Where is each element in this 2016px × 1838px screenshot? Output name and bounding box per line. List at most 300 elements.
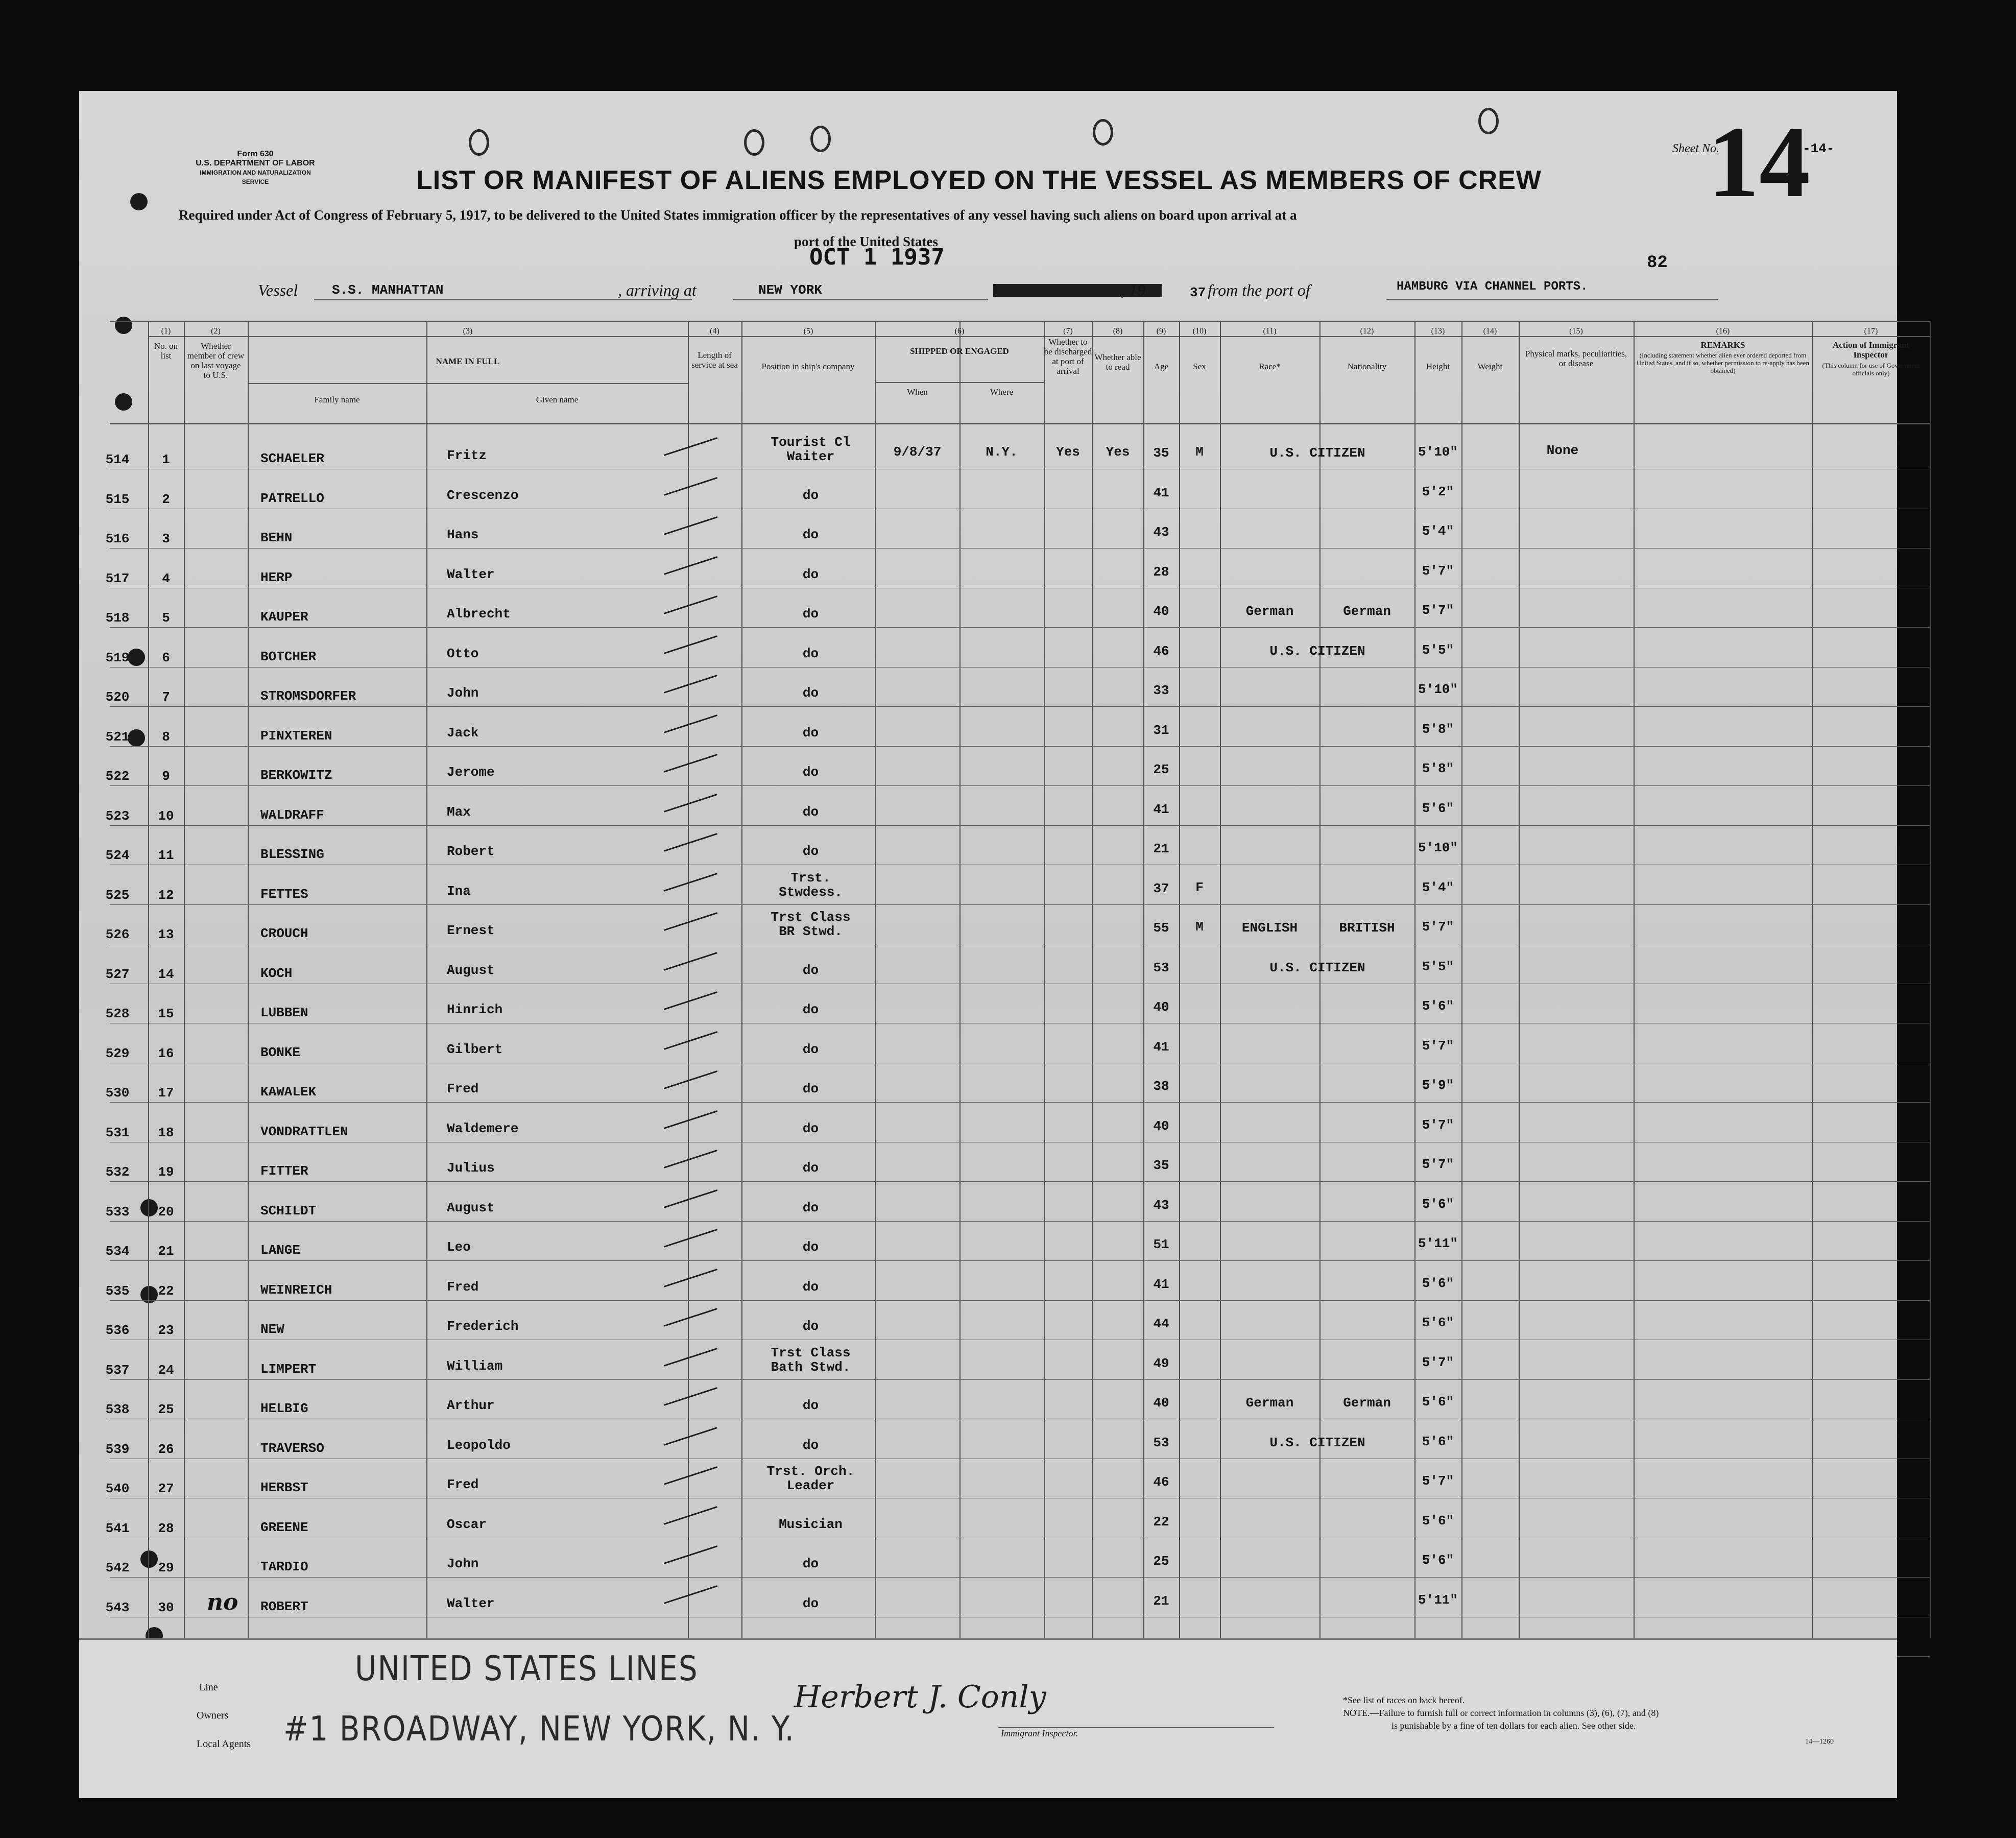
binding-hole xyxy=(115,393,132,411)
family-name: KAWALEK xyxy=(260,1084,317,1100)
height: 5'6" xyxy=(1422,1394,1454,1410)
position: do xyxy=(802,1081,819,1096)
height: 5'4" xyxy=(1422,880,1454,895)
row-number: 23 xyxy=(158,1323,174,1338)
service-tick-mark xyxy=(664,1031,718,1050)
family-name: WEINREICH xyxy=(260,1282,332,1298)
position: do xyxy=(802,685,819,701)
col-header-remarks-detail: (Including statement whether alien ever ordered deported from United States, and if so, whether permission to re-apply has been obtained) xyxy=(1637,351,1809,374)
col-header-age: Age xyxy=(1154,362,1169,371)
grid-line xyxy=(1044,321,1045,1638)
row-sequence: 524 xyxy=(105,848,130,863)
age: 25 xyxy=(1153,1554,1169,1569)
service-tick-mark xyxy=(664,1269,718,1287)
row-number: 21 xyxy=(158,1244,174,1259)
sheet-label: Sheet No. xyxy=(1672,142,1719,155)
col-num: (6) xyxy=(954,327,965,336)
position: do xyxy=(802,765,819,780)
height: 5'9" xyxy=(1422,1078,1454,1093)
col-header-read: Whether able to read xyxy=(1094,352,1141,372)
punch-hole xyxy=(1093,119,1113,146)
row-number: 19 xyxy=(158,1164,174,1180)
shipped-where: N.Y. xyxy=(986,444,1018,460)
family-name: HERP xyxy=(260,570,293,585)
row-number: 7 xyxy=(162,689,170,705)
family-name: VONDRATTLEN xyxy=(260,1124,348,1139)
col-header-nationality: Nationality xyxy=(1347,362,1387,371)
age: 43 xyxy=(1153,1198,1169,1213)
row-sequence: 514 xyxy=(105,452,130,467)
col-num: (11) xyxy=(1263,327,1277,336)
position: do xyxy=(802,1160,819,1176)
page-title: LIST OR MANIFEST OF ALIENS EMPLOYED ON THE VESSEL AS MEMBERS OF CREW xyxy=(416,165,1542,195)
physical-marks: None xyxy=(1546,443,1579,458)
given-name: Ernest xyxy=(447,923,495,938)
grid-line xyxy=(110,1221,1930,1222)
row-number: 16 xyxy=(158,1046,174,1061)
fine-note: NOTE.—Failure to furnish full or correct information in columns (3), (6), (7), and (8) xyxy=(1343,1708,1659,1718)
position: do xyxy=(802,844,819,859)
family-name: BONKE xyxy=(260,1045,301,1060)
height: 5'5" xyxy=(1422,642,1454,658)
department-name: U.S. DEPARTMENT OF LABOR xyxy=(196,159,315,168)
race: ENGLISH xyxy=(1241,920,1298,936)
height: 5'10" xyxy=(1418,682,1458,697)
row-sequence: 535 xyxy=(105,1283,130,1299)
row-number: 13 xyxy=(158,927,174,942)
height: 5'6" xyxy=(1422,1434,1454,1449)
family-name: CROUCH xyxy=(260,926,308,941)
row-sequence: 520 xyxy=(105,689,130,705)
grid-line xyxy=(184,321,185,1638)
position: Trst. Orch. xyxy=(766,1464,855,1479)
col-num: (10) xyxy=(1192,327,1207,336)
position-line-2: Waiter xyxy=(786,449,835,464)
age: 33 xyxy=(1153,683,1169,698)
sex: F xyxy=(1195,880,1204,895)
page-subtitle: Required under Act of Congress of February 5, 1917, to be delivered to the United States immigration officer by the representatives of any vessel having such aliens on board upon arrival at a xyxy=(179,207,1297,223)
service-tick-mark xyxy=(664,675,718,694)
service-tick-mark xyxy=(664,1229,718,1248)
height: 5'2" xyxy=(1422,484,1454,499)
age: 40 xyxy=(1153,1118,1169,1134)
given-name: Walter xyxy=(447,1596,495,1611)
height: 5'10" xyxy=(1418,840,1458,855)
row-number: 17 xyxy=(158,1085,174,1101)
row-sequence: 538 xyxy=(105,1402,130,1417)
nationality: German xyxy=(1343,604,1391,619)
service-tick-mark xyxy=(664,437,718,456)
row-number: 20 xyxy=(158,1204,174,1220)
grid-line xyxy=(148,336,1930,337)
age: 21 xyxy=(1153,1593,1169,1609)
grid-line xyxy=(959,382,961,1638)
col-header-when: When xyxy=(907,387,928,397)
service-tick-mark xyxy=(664,833,718,852)
service-tick-mark xyxy=(664,516,718,535)
row-number: 12 xyxy=(158,888,174,903)
position-line-2: BR Stwd. xyxy=(779,924,843,939)
underline xyxy=(733,299,988,300)
arriving-label: , arriving at xyxy=(618,281,697,299)
service-tick-mark xyxy=(664,1150,718,1168)
row-number: 6 xyxy=(162,650,170,665)
height: 5'8" xyxy=(1422,761,1454,776)
family-name: STROMSDORFER xyxy=(260,688,356,704)
row-number: 11 xyxy=(158,848,174,863)
given-name: Frederich xyxy=(447,1319,519,1334)
service-tick-mark xyxy=(664,1189,718,1208)
position: Musician xyxy=(779,1517,843,1532)
age: 40 xyxy=(1153,1395,1169,1411)
nationality: BRITISH xyxy=(1339,920,1395,936)
given-name: Fritz xyxy=(447,448,487,463)
row-sequence: 530 xyxy=(105,1085,130,1101)
row-sequence: 521 xyxy=(105,729,130,745)
row-number: 27 xyxy=(158,1481,174,1496)
inspector-label: Immigrant Inspector. xyxy=(1001,1728,1078,1738)
row-sequence: 537 xyxy=(105,1363,130,1378)
service-tick-mark xyxy=(664,1545,718,1564)
height: 5'6" xyxy=(1422,1197,1454,1212)
col-header-position: Position in ship's company xyxy=(761,362,855,371)
height: 5'7" xyxy=(1422,1355,1454,1370)
grid-line xyxy=(1930,321,1931,1638)
given-name: Arthur xyxy=(447,1398,495,1413)
family-name: KOCH xyxy=(260,966,293,981)
grid-line xyxy=(688,321,689,1638)
col-header-where: Where xyxy=(990,387,1014,397)
age: 53 xyxy=(1153,960,1169,975)
height: 5'7" xyxy=(1422,1473,1454,1489)
punch-hole xyxy=(744,129,764,156)
crew-last-voyage: no xyxy=(207,1589,238,1615)
given-name: Jack xyxy=(447,725,479,741)
row-number: 18 xyxy=(158,1125,174,1140)
col-num: (3) xyxy=(463,327,473,336)
vessel-name: S.S. MANHATTAN xyxy=(332,282,444,298)
position: Trst Class xyxy=(771,910,851,925)
position: do xyxy=(802,1042,819,1057)
grid-line xyxy=(1461,321,1462,1638)
age: 37 xyxy=(1153,881,1169,896)
page-count: 82 xyxy=(1647,253,1668,273)
row-sequence: 516 xyxy=(105,531,130,546)
age: 41 xyxy=(1153,802,1169,817)
age: 43 xyxy=(1153,524,1169,540)
binding-hole xyxy=(115,317,132,334)
row-number: 4 xyxy=(162,571,170,586)
col-header-marks: Physical marks, peculiarities, or disease xyxy=(1525,349,1627,368)
position: do xyxy=(802,1121,819,1136)
service-tick-mark xyxy=(664,873,718,892)
row-number: 26 xyxy=(158,1442,174,1457)
grid-line xyxy=(875,321,876,1638)
given-name: John xyxy=(447,1556,479,1571)
row-number: 2 xyxy=(162,492,170,507)
date-stamp: OCT 1 1937 xyxy=(809,244,945,270)
col-header-sex: Sex xyxy=(1193,362,1206,371)
position: do xyxy=(802,1398,819,1413)
grid-line xyxy=(1519,321,1520,1638)
row-sequence: 539 xyxy=(105,1442,130,1457)
row-sequence: 534 xyxy=(105,1244,130,1259)
sheet-number: 14 xyxy=(1708,106,1810,219)
shipped-when: 9/8/37 xyxy=(893,444,942,460)
position-line-2: Leader xyxy=(786,1478,835,1493)
service-tick-mark xyxy=(664,912,718,931)
family-name: PATRELLO xyxy=(260,491,324,506)
position: do xyxy=(802,804,819,820)
given-name: Robert xyxy=(447,844,495,859)
age: 46 xyxy=(1153,1474,1169,1490)
sheet-typed: -14- xyxy=(1803,141,1835,156)
grid-line xyxy=(110,706,1930,707)
row-sequence: 536 xyxy=(105,1323,130,1338)
punch-hole xyxy=(810,126,831,152)
race: U.S. CITIZEN xyxy=(1269,643,1365,659)
service-tick-mark xyxy=(664,556,718,575)
position: do xyxy=(802,606,819,622)
age: 21 xyxy=(1153,841,1169,856)
page-subtitle-2: port of the United States xyxy=(794,234,938,249)
grid-line xyxy=(110,1577,1930,1578)
inspector-signature: Herbert J. Conly xyxy=(794,1679,1046,1715)
height: 5'7" xyxy=(1422,919,1454,935)
given-name: Crescenzo xyxy=(447,488,519,503)
family-name: HERBST xyxy=(260,1480,308,1495)
line-stamp: UNITED STATES LINES xyxy=(355,1649,699,1689)
position: do xyxy=(802,646,819,661)
col-header-crew: Whether member of crew on last voyage to U.S. xyxy=(187,341,245,380)
grid-line xyxy=(110,1102,1930,1103)
given-name: Leopoldo xyxy=(447,1438,511,1453)
height: 5'6" xyxy=(1422,1315,1454,1330)
row-sequence: 542 xyxy=(105,1560,130,1576)
family-name: HELBIG xyxy=(260,1401,308,1416)
family-name: SCHAELER xyxy=(260,451,324,466)
service-tick-mark xyxy=(664,1506,718,1525)
row-number: 25 xyxy=(158,1402,174,1417)
row-number: 9 xyxy=(162,769,170,784)
underline xyxy=(1386,299,1718,300)
col-header-no: No. on list xyxy=(154,341,178,361)
family-name: BERKOWITZ xyxy=(260,768,332,783)
grid-line xyxy=(110,825,1930,826)
given-name: Ina xyxy=(447,884,471,899)
position: do xyxy=(802,527,819,542)
punch-hole xyxy=(1478,108,1499,134)
position: do xyxy=(802,1279,819,1295)
grid-line xyxy=(110,746,1930,747)
height: 5'7" xyxy=(1422,563,1454,579)
service-tick-mark xyxy=(664,1348,718,1367)
grid-line xyxy=(1179,321,1180,1638)
manifest-sheet xyxy=(79,91,1920,1797)
row-number: 15 xyxy=(158,1006,174,1021)
row-sequence: 523 xyxy=(105,808,130,824)
height: 5'6" xyxy=(1422,1553,1454,1568)
age: 22 xyxy=(1153,1514,1169,1530)
given-name: Hinrich xyxy=(447,1002,503,1017)
col-header-weight: Weight xyxy=(1477,362,1503,371)
row-sequence: 525 xyxy=(105,888,130,903)
height: 5'6" xyxy=(1422,1513,1454,1529)
service-tick-mark xyxy=(664,1387,718,1406)
age: 44 xyxy=(1153,1316,1169,1331)
col-num: (17) xyxy=(1864,327,1878,336)
row-number: 14 xyxy=(158,967,174,982)
position: do xyxy=(802,1200,819,1215)
col-header-discharged: Whether to be discharged at port of arrival xyxy=(1044,337,1092,376)
age: 49 xyxy=(1153,1356,1169,1371)
given-name: Fred xyxy=(447,1279,479,1295)
family-name: FITTER xyxy=(260,1163,308,1179)
punch-hole xyxy=(469,129,489,156)
family-name: TRAVERSO xyxy=(260,1441,324,1456)
col-header-race: Race* xyxy=(1259,362,1281,371)
service-tick-mark xyxy=(664,794,718,813)
family-name: LANGE xyxy=(260,1243,301,1258)
height: 5'6" xyxy=(1422,801,1454,816)
given-name: Oscar xyxy=(447,1517,487,1532)
service-tick-mark xyxy=(664,1585,718,1604)
grid-line xyxy=(110,1181,1930,1182)
given-name: Otto xyxy=(447,646,479,661)
row-number: 29 xyxy=(158,1560,174,1576)
from-label: from the port of xyxy=(1208,281,1310,299)
family-name: BOTCHER xyxy=(260,649,317,664)
height: 5'7" xyxy=(1422,603,1454,618)
position: do xyxy=(802,1556,819,1571)
arrival-port: NEW YORK xyxy=(758,282,822,298)
given-name: Fred xyxy=(447,1081,479,1096)
service-name: IMMIGRATION AND NATURALIZATION SERVICE xyxy=(200,169,311,185)
form-code: 14—1260 xyxy=(1805,1738,1834,1746)
col-header-name: NAME IN FULL xyxy=(436,356,500,366)
position: do xyxy=(802,488,819,503)
row-sequence: 540 xyxy=(105,1481,130,1496)
race: U.S. CITIZEN xyxy=(1269,960,1365,975)
binding-hole xyxy=(130,193,148,210)
service-tick-mark xyxy=(664,1308,718,1327)
age: 28 xyxy=(1153,564,1169,580)
height: 5'6" xyxy=(1422,998,1454,1014)
height: 5'7" xyxy=(1422,1038,1454,1054)
row-sequence: 522 xyxy=(105,769,130,784)
family-name: BEHN xyxy=(260,530,293,545)
col-header-remarks: REMARKS xyxy=(1700,340,1745,350)
col-header-shipped: SHIPPED OR ENGAGED xyxy=(910,346,1009,356)
given-name: Leo xyxy=(447,1239,471,1255)
row-sequence: 543 xyxy=(105,1600,130,1615)
given-name: Hans xyxy=(447,527,479,542)
row-number: 8 xyxy=(162,729,170,745)
given-name: Walter xyxy=(447,567,495,582)
age: 41 xyxy=(1153,1039,1169,1055)
row-sequence: 517 xyxy=(105,571,130,586)
col-num: (2) xyxy=(211,327,221,336)
height: 5'6" xyxy=(1422,1276,1454,1291)
height: 5'8" xyxy=(1422,722,1454,737)
service-tick-mark xyxy=(664,1070,718,1089)
age: 25 xyxy=(1153,762,1169,777)
grid-line xyxy=(1220,321,1221,1638)
given-name: Waldemere xyxy=(447,1121,519,1136)
service-tick-mark xyxy=(664,952,718,971)
row-number: 24 xyxy=(158,1363,174,1378)
given-name: Jerome xyxy=(447,765,495,780)
col-num: (12) xyxy=(1360,327,1374,336)
col-header-action-detail: (This column for use of Government officials only) xyxy=(1822,362,1920,377)
given-name: William xyxy=(447,1358,503,1374)
row-number: 10 xyxy=(158,808,174,824)
age: 41 xyxy=(1153,1277,1169,1292)
height: 5'7" xyxy=(1422,1117,1454,1133)
row-sequence: 526 xyxy=(105,927,130,942)
family-name: GREENE xyxy=(260,1520,308,1535)
col-num: (1) xyxy=(161,327,171,336)
grid-line xyxy=(110,423,1930,424)
row-sequence: 515 xyxy=(105,492,130,507)
row-sequence: 528 xyxy=(105,1006,130,1021)
position: do xyxy=(802,1002,819,1017)
col-num: (4) xyxy=(710,327,719,336)
grid-line xyxy=(110,904,1930,905)
height: 5'10" xyxy=(1418,444,1458,460)
grid-line xyxy=(248,383,688,384)
races-note: *See list of races on back hereof. xyxy=(1343,1695,1465,1705)
col-header-family: Family name xyxy=(314,395,360,404)
col-num: (13) xyxy=(1431,327,1445,336)
row-sequence: 532 xyxy=(105,1164,130,1180)
given-name: Max xyxy=(447,804,471,820)
position-line-2: Bath Stwd. xyxy=(771,1359,851,1375)
col-num: (8) xyxy=(1113,327,1123,336)
vessel-label: Vessel xyxy=(258,281,298,299)
position: do xyxy=(802,1596,819,1611)
family-name: NEW xyxy=(260,1322,284,1337)
service-tick-mark xyxy=(664,635,718,654)
sex: M xyxy=(1195,919,1204,935)
grid-line xyxy=(110,1379,1930,1380)
row-number: 5 xyxy=(162,610,170,626)
service-tick-mark xyxy=(664,754,718,773)
given-name: Albrecht xyxy=(447,606,511,622)
height: 5'11" xyxy=(1418,1592,1458,1608)
family-name: FETTES xyxy=(260,887,308,902)
col-num: (5) xyxy=(803,327,813,336)
service-tick-mark xyxy=(664,477,718,496)
race: German xyxy=(1245,604,1294,619)
age: 53 xyxy=(1153,1435,1169,1450)
year-prefix: , 19 xyxy=(1121,281,1145,299)
able-to-read: Yes xyxy=(1106,444,1130,460)
position: do xyxy=(802,567,819,582)
row-number: 22 xyxy=(158,1283,174,1299)
sex: M xyxy=(1195,444,1204,460)
age: 40 xyxy=(1153,604,1169,619)
age: 51 xyxy=(1153,1237,1169,1252)
row-number: 30 xyxy=(158,1600,174,1615)
row-number: 28 xyxy=(158,1521,174,1536)
service-tick-mark xyxy=(664,991,718,1010)
given-name: Fred xyxy=(447,1477,479,1492)
grid-line xyxy=(148,321,149,1638)
row-sequence: 527 xyxy=(105,967,130,982)
col-header-service: Length of service at sea xyxy=(691,350,738,370)
grid-line xyxy=(248,321,249,1638)
